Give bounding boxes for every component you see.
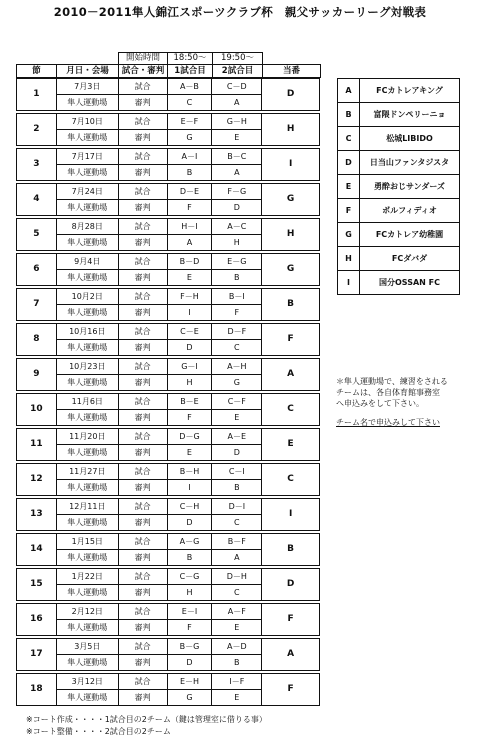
round-venue: 隼人運動場 xyxy=(56,690,118,706)
role-referee: 審判 xyxy=(118,270,167,286)
round-venue: 隼人運動場 xyxy=(56,235,118,251)
team-name: 日当山ファンタジスタ xyxy=(360,151,460,175)
round-number: 10 xyxy=(17,394,57,426)
round-number: 1 xyxy=(17,79,57,111)
role-referee: 審判 xyxy=(118,340,167,356)
match1-pairing: A－G xyxy=(167,534,212,550)
team-row xyxy=(338,103,460,127)
match1-referee: I xyxy=(167,305,212,321)
duty-team: G xyxy=(262,254,320,286)
round-venue: 隼人運動場 xyxy=(56,445,118,461)
round-date: 12月11日 xyxy=(56,499,118,515)
role-referee: 審判 xyxy=(118,620,167,636)
role-referee: 審判 xyxy=(118,410,167,426)
duty-team: I xyxy=(262,499,320,531)
match2-referee: E xyxy=(212,690,262,706)
round-table xyxy=(16,113,320,146)
match1-pairing: C－G xyxy=(167,569,212,585)
start-time-match1: 18:50～ xyxy=(168,53,213,65)
round-table xyxy=(16,358,320,391)
match1-referee: F xyxy=(167,620,212,636)
round-table xyxy=(16,638,320,671)
round-venue: 隼人運動場 xyxy=(56,130,118,146)
role-referee: 審判 xyxy=(118,165,167,181)
round-number: 6 xyxy=(17,254,57,286)
match2-pairing: D－F xyxy=(212,324,262,340)
match2-pairing: G－H xyxy=(212,114,262,130)
round-venue: 隼人運動場 xyxy=(56,270,118,286)
round-date: 11月27日 xyxy=(56,464,118,480)
match1-pairing: E－H xyxy=(167,674,212,690)
match2-referee: B xyxy=(212,480,262,496)
round-table xyxy=(16,568,320,601)
role-match: 試合 xyxy=(118,149,167,165)
match1-referee: D xyxy=(167,515,212,531)
round-venue: 隼人運動場 xyxy=(56,480,118,496)
match2-referee: G xyxy=(212,375,262,391)
role-referee: 審判 xyxy=(118,550,167,566)
start-time-match2: 19:50～ xyxy=(213,53,263,65)
round-table xyxy=(16,393,320,426)
role-referee: 審判 xyxy=(118,375,167,391)
match2-pairing: A－D xyxy=(212,639,262,655)
schedule-header xyxy=(16,64,321,78)
match1-pairing: A－I xyxy=(167,149,212,165)
practice-note-line: チームは、各自体育館事務室 xyxy=(336,388,440,397)
role-match: 試合 xyxy=(118,674,167,690)
role-referee: 審判 xyxy=(118,655,167,671)
match2-pairing: D－H xyxy=(212,569,262,585)
match1-pairing: E－I xyxy=(167,604,212,620)
role-match: 試合 xyxy=(118,359,167,375)
round-date: 11月20日 xyxy=(56,429,118,445)
round-venue: 隼人運動場 xyxy=(56,305,118,321)
team-name: 富隈ドンペリーニョ xyxy=(360,103,460,127)
duty-team: F xyxy=(262,674,320,706)
match2-referee: B xyxy=(212,655,262,671)
role-match: 試合 xyxy=(118,639,167,655)
header-date-venue: 月日・会場 xyxy=(57,65,119,78)
footnotes xyxy=(26,714,267,738)
match1-referee: F xyxy=(167,410,212,426)
role-match: 試合 xyxy=(118,464,167,480)
match1-referee: C xyxy=(167,95,212,111)
round-venue: 隼人運動場 xyxy=(56,620,118,636)
role-match: 試合 xyxy=(118,499,167,515)
match2-pairing: B－F xyxy=(212,534,262,550)
team-row xyxy=(338,271,460,295)
round-venue: 隼人運動場 xyxy=(56,655,118,671)
team-name: 松城LIBIDO xyxy=(360,127,460,151)
duty-team: F xyxy=(262,604,320,636)
round-number: 15 xyxy=(17,569,57,601)
match1-pairing: B－H xyxy=(167,464,212,480)
role-referee: 審判 xyxy=(118,690,167,706)
team-row xyxy=(338,151,460,175)
role-match: 試合 xyxy=(118,569,167,585)
round-date: 10月23日 xyxy=(56,359,118,375)
match2-pairing: I－F xyxy=(212,674,262,690)
match2-referee: E xyxy=(212,410,262,426)
round-block xyxy=(16,113,320,144)
team-code: E xyxy=(338,175,360,199)
match1-referee: H xyxy=(167,585,212,601)
round-block xyxy=(16,148,320,179)
practice-note xyxy=(336,376,448,409)
duty-team: H xyxy=(262,114,320,146)
duty-team: H xyxy=(262,219,320,251)
round-number: 17 xyxy=(17,639,57,671)
match2-pairing: A－H xyxy=(212,359,262,375)
match2-pairing: A－F xyxy=(212,604,262,620)
team-name: FCカトレアキング xyxy=(360,79,460,103)
round-date: 10月16日 xyxy=(56,324,118,340)
role-match: 試合 xyxy=(118,254,167,270)
role-referee: 審判 xyxy=(118,305,167,321)
match1-referee: A xyxy=(167,235,212,251)
round-date: 1月15日 xyxy=(56,534,118,550)
duty-team: D xyxy=(262,79,320,111)
match1-pairing: F－H xyxy=(167,289,212,305)
header-duty: 当番 xyxy=(263,65,321,78)
match2-referee: B xyxy=(212,270,262,286)
match1-referee: E xyxy=(167,445,212,461)
role-match: 試合 xyxy=(118,534,167,550)
match1-pairing: C－E xyxy=(167,324,212,340)
round-date: 11月6日 xyxy=(56,394,118,410)
team-code: C xyxy=(338,127,360,151)
round-table xyxy=(16,603,320,636)
round-number: 5 xyxy=(17,219,57,251)
match2-referee: C xyxy=(212,585,262,601)
round-table xyxy=(16,323,320,356)
match1-referee: B xyxy=(167,165,212,181)
role-referee: 審判 xyxy=(118,445,167,461)
round-table xyxy=(16,463,320,496)
round-date: 10月2日 xyxy=(56,289,118,305)
match1-pairing: D－G xyxy=(167,429,212,445)
round-block xyxy=(16,323,320,354)
team-row xyxy=(338,175,460,199)
duty-team: D xyxy=(262,569,320,601)
round-block xyxy=(16,533,320,564)
round-number: 14 xyxy=(17,534,57,566)
match1-pairing: B－E xyxy=(167,394,212,410)
team-name: FCカトレア幼稚園 xyxy=(360,223,460,247)
match2-pairing: C－D xyxy=(212,79,262,95)
role-match: 試合 xyxy=(118,289,167,305)
team-code: H xyxy=(338,247,360,271)
header-match1: 1試合目 xyxy=(168,65,213,78)
round-table xyxy=(16,533,320,566)
round-table xyxy=(16,288,320,321)
round-number: 2 xyxy=(17,114,57,146)
round-table xyxy=(16,428,320,461)
round-block xyxy=(16,638,320,669)
duty-team: E xyxy=(262,429,320,461)
round-venue: 隼人運動場 xyxy=(56,410,118,426)
round-venue: 隼人運動場 xyxy=(56,200,118,216)
start-time-label: 開始時間 xyxy=(119,53,168,65)
round-number: 11 xyxy=(17,429,57,461)
match1-pairing: E－F xyxy=(167,114,212,130)
round-table xyxy=(16,183,320,216)
round-number: 16 xyxy=(17,604,57,636)
round-number: 8 xyxy=(17,324,57,356)
round-block xyxy=(16,393,320,424)
round-date: 8月28日 xyxy=(56,219,118,235)
duty-team: A xyxy=(262,359,320,391)
footnote-court-setup: ※コート作成・・・・1試合目の2チーム（鍵は管理室に借りる事） xyxy=(26,715,267,724)
round-block xyxy=(16,253,320,284)
round-venue: 隼人運動場 xyxy=(56,95,118,111)
role-match: 試合 xyxy=(118,324,167,340)
round-number: 13 xyxy=(17,499,57,531)
match2-pairing: D－I xyxy=(212,499,262,515)
match1-pairing: B－G xyxy=(167,639,212,655)
match2-pairing: B－C xyxy=(212,149,262,165)
role-match: 試合 xyxy=(118,79,167,95)
round-number: 9 xyxy=(17,359,57,391)
role-referee: 審判 xyxy=(118,480,167,496)
match1-referee: D xyxy=(167,655,212,671)
duty-team: B xyxy=(262,289,320,321)
role-match: 試合 xyxy=(118,114,167,130)
match2-pairing: B－I xyxy=(212,289,262,305)
match2-pairing: A－C xyxy=(212,219,262,235)
round-block xyxy=(16,603,320,634)
round-venue: 隼人運動場 xyxy=(56,550,118,566)
round-number: 3 xyxy=(17,149,57,181)
match1-referee: D xyxy=(167,340,212,356)
request-instruction: チーム名で申込みして下さい xyxy=(336,418,440,427)
practice-note-line: へ申込みをして下さい。 xyxy=(336,399,424,408)
match2-referee: C xyxy=(212,340,262,356)
match2-pairing: C－F xyxy=(212,394,262,410)
round-number: 12 xyxy=(17,464,57,496)
footnote-court-maintenance: ※コート整備・・・・2試合目の2チーム xyxy=(26,727,171,736)
round-date: 7月24日 xyxy=(56,184,118,200)
round-date: 7月17日 xyxy=(56,149,118,165)
team-code: B xyxy=(338,103,360,127)
match2-pairing: C－I xyxy=(212,464,262,480)
match1-referee: G xyxy=(167,130,212,146)
round-block xyxy=(16,673,320,704)
duty-team: A xyxy=(262,639,320,671)
round-block xyxy=(16,568,320,599)
match2-pairing: A－E xyxy=(212,429,262,445)
round-venue: 隼人運動場 xyxy=(56,375,118,391)
round-table xyxy=(16,218,320,251)
team-row xyxy=(338,79,460,103)
round-block xyxy=(16,463,320,494)
header-match2: 2試合目 xyxy=(213,65,263,78)
round-number: 7 xyxy=(17,289,57,321)
team-code: G xyxy=(338,223,360,247)
role-match: 試合 xyxy=(118,604,167,620)
team-code: A xyxy=(338,79,360,103)
match1-referee: G xyxy=(167,690,212,706)
match1-pairing: B－D xyxy=(167,254,212,270)
match2-referee: E xyxy=(212,620,262,636)
round-block xyxy=(16,288,320,319)
round-venue: 隼人運動場 xyxy=(56,165,118,181)
team-row xyxy=(338,199,460,223)
match2-referee: F xyxy=(212,305,262,321)
match2-referee: H xyxy=(212,235,262,251)
round-date: 1月22日 xyxy=(56,569,118,585)
duty-team: C xyxy=(262,394,320,426)
role-match: 試合 xyxy=(118,184,167,200)
team-name: ボルフィディオ xyxy=(360,199,460,223)
match1-referee: B xyxy=(167,550,212,566)
header-round: 節 xyxy=(17,65,57,78)
match2-referee: A xyxy=(212,95,262,111)
practice-note-line: ＊隼人運動場で、練習をされる xyxy=(336,377,448,386)
match2-referee: E xyxy=(212,130,262,146)
role-referee: 審判 xyxy=(118,130,167,146)
duty-team: F xyxy=(262,324,320,356)
match1-pairing: G－I xyxy=(167,359,212,375)
role-referee: 審判 xyxy=(118,235,167,251)
match2-referee: D xyxy=(212,445,262,461)
round-block xyxy=(16,78,320,109)
role-match: 試合 xyxy=(118,429,167,445)
round-venue: 隼人運動場 xyxy=(56,585,118,601)
match2-pairing: F－G xyxy=(212,184,262,200)
match1-referee: F xyxy=(167,200,212,216)
duty-team: G xyxy=(262,184,320,216)
team-code: D xyxy=(338,151,360,175)
match1-pairing: A－B xyxy=(167,79,212,95)
role-referee: 審判 xyxy=(118,200,167,216)
page-title: 2010－2011隼人錦江スポーツクラブ杯 親父サッカーリーグ対戦表 xyxy=(53,5,427,19)
round-table xyxy=(16,148,320,181)
team-row xyxy=(338,223,460,247)
duty-team: I xyxy=(262,149,320,181)
round-venue: 隼人運動場 xyxy=(56,340,118,356)
match2-referee: A xyxy=(212,550,262,566)
match2-referee: A xyxy=(212,165,262,181)
round-date: 3月5日 xyxy=(56,639,118,655)
match1-referee: E xyxy=(167,270,212,286)
role-referee: 審判 xyxy=(118,515,167,531)
round-date: 9月4日 xyxy=(56,254,118,270)
match1-pairing: H－I xyxy=(167,219,212,235)
round-block xyxy=(16,358,320,389)
role-match: 試合 xyxy=(118,219,167,235)
round-block xyxy=(16,183,320,214)
team-name: 国分OSSAN FC xyxy=(360,271,460,295)
team-legend xyxy=(337,78,460,295)
match1-referee: I xyxy=(167,480,212,496)
role-match: 試合 xyxy=(118,394,167,410)
round-table xyxy=(16,253,320,286)
match1-pairing: C－H xyxy=(167,499,212,515)
round-table xyxy=(16,498,320,531)
round-table xyxy=(16,78,320,111)
schedule-rounds xyxy=(16,78,320,708)
round-venue: 隼人運動場 xyxy=(56,515,118,531)
match2-referee: C xyxy=(212,515,262,531)
team-name: FCダバダ xyxy=(360,247,460,271)
team-code: F xyxy=(338,199,360,223)
match2-referee: D xyxy=(212,200,262,216)
role-referee: 審判 xyxy=(118,585,167,601)
round-table xyxy=(16,673,320,706)
round-block xyxy=(16,428,320,459)
header-role: 試合・審判 xyxy=(119,65,168,78)
team-name: 勇酔おじサンダーズ xyxy=(360,175,460,199)
round-date: 3月12日 xyxy=(56,674,118,690)
match1-pairing: D－E xyxy=(167,184,212,200)
duty-team: C xyxy=(262,464,320,496)
team-row xyxy=(338,247,460,271)
round-date: 2月12日 xyxy=(56,604,118,620)
round-date: 7月10日 xyxy=(56,114,118,130)
match2-pairing: E－G xyxy=(212,254,262,270)
match1-referee: H xyxy=(167,375,212,391)
round-block xyxy=(16,498,320,529)
round-date: 7月3日 xyxy=(56,79,118,95)
round-number: 4 xyxy=(17,184,57,216)
round-number: 18 xyxy=(17,674,57,706)
round-block xyxy=(16,218,320,249)
team-row xyxy=(338,127,460,151)
duty-team: B xyxy=(262,534,320,566)
role-referee: 審判 xyxy=(118,95,167,111)
team-code: I xyxy=(338,271,360,295)
